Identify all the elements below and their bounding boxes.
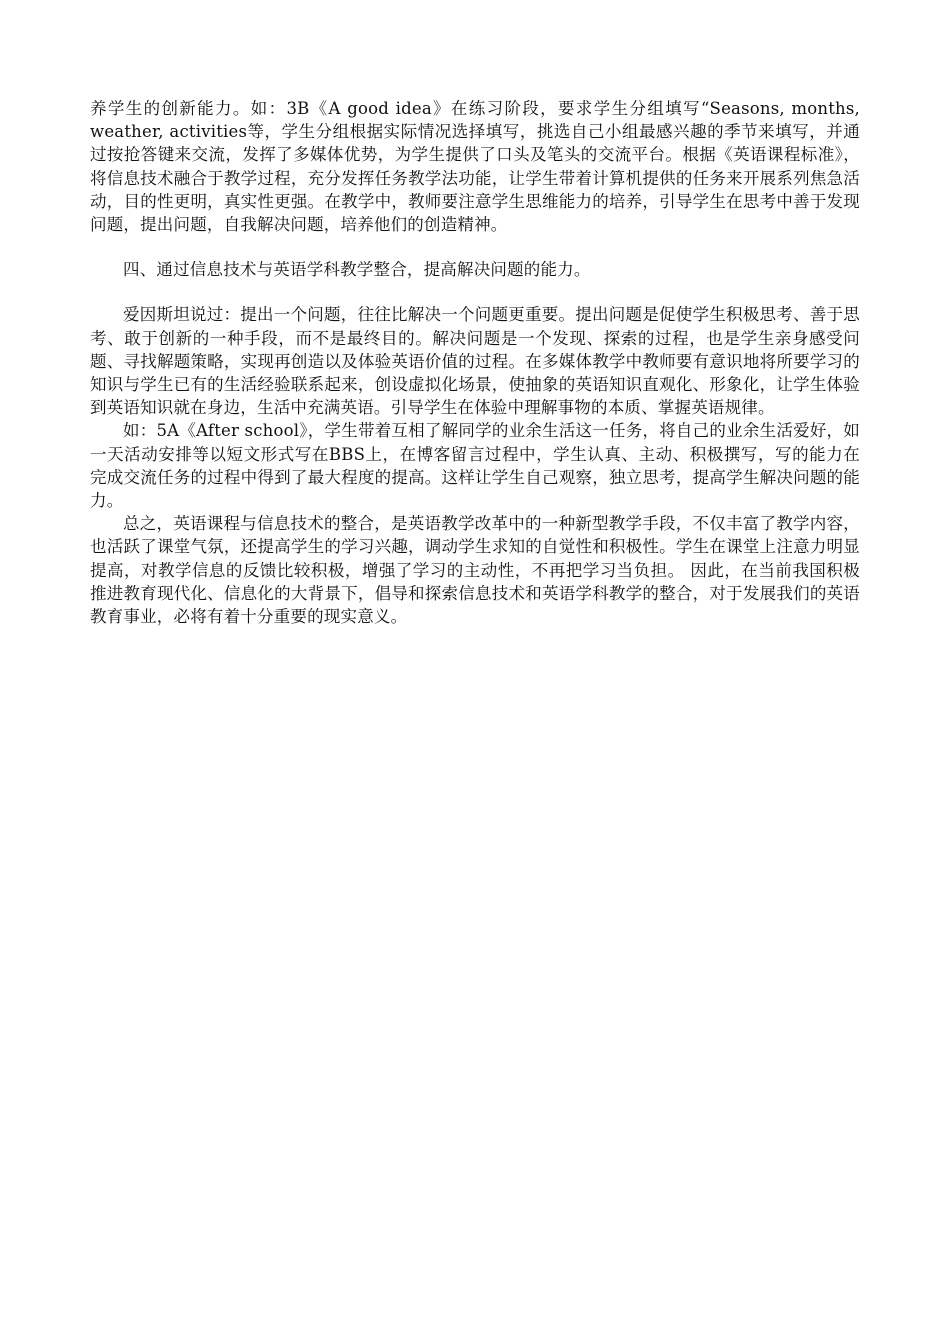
paragraph-example-5a: 如：5A《After school》，学生带着互相了解同学的业余生活这一任务，将自己的业余生活爱好，如一天活动安排等以短文形式写在BBS上，在博客留言过程中，学生认真、主动、积极撰写，写的能力在完成交流任务的过程中得到了最大程度的提高。这样让学生自己观察，独立思考，提高学生解决问题的能力。 <box>90 421 860 511</box>
paragraph-continued: 养学生的创新能力。如：3B《A good idea》在练习阶段，要求学生分组填写“Seasons, months, weather, activities等，学生分组根据实际情况选择填写，挑选自己小组最感兴趣的季节来填写，并通过按抢答键来交流，发挥了多媒体优势，为学生提供了口头及笔头的交流平台。根据《英语课程标准》，将信息技术融合于教学过程，充分发挥任务教学法功能，让学生带着计算机提供的任务来开展系列焦急活动，目的性更明，真实性更强。在教学中，教师要注意学生思维能力的培养，引导学生在思考中善于发现问题，提出问题，自我解决问题，培养他们的创造精神。 <box>90 99 860 235</box>
section-heading: 四、通过信息技术与英语学科教学整合，提高解决问题的能力。 <box>123 260 591 280</box>
paragraph-einstein: 爱因斯坦说过：提出一个问题，往往比解决一个问题更重要。提出问题是促使学生积极思考、善于思考、敢于创新的一种手段，而不是最终目的。解决问题是一个发现、探索的过程，也是学生亲身感受问题、寻找解题策略，实现再创造以及体验英语价值的过程。在多媒体教学中教师要有意识地将所要学习的知识与学生已有的生活经验联系起来，创设虚拟化场景，使抽象的英语知识直观化、形象化，让学生体验到英语知识就在身边，生活中充满英语。引导学生在体验中理解事物的本质、掌握英语规律。 <box>90 305 860 418</box>
document-body <box>90 97 860 628</box>
paragraph-conclusion: 总之，英语课程与信息技术的整合，是英语教学改革中的一种新型教学手段，不仅丰富了教学内容，也活跃了课堂气氛，还提高学生的学习兴趣，调动学生求知的自觉性和积极性。学生在课堂上注意力明显提高，对教学信息的反馈比较积极，增强了学习的主动性，不再把学习当负担。 因此，在当前我国积极推进教育现代化、信息化的大背景下，倡导和探索信息技术和英语学科教学的整合，对于发展我们的英语教育事业，必将有着十分重要的现实意义。 <box>90 514 860 627</box>
